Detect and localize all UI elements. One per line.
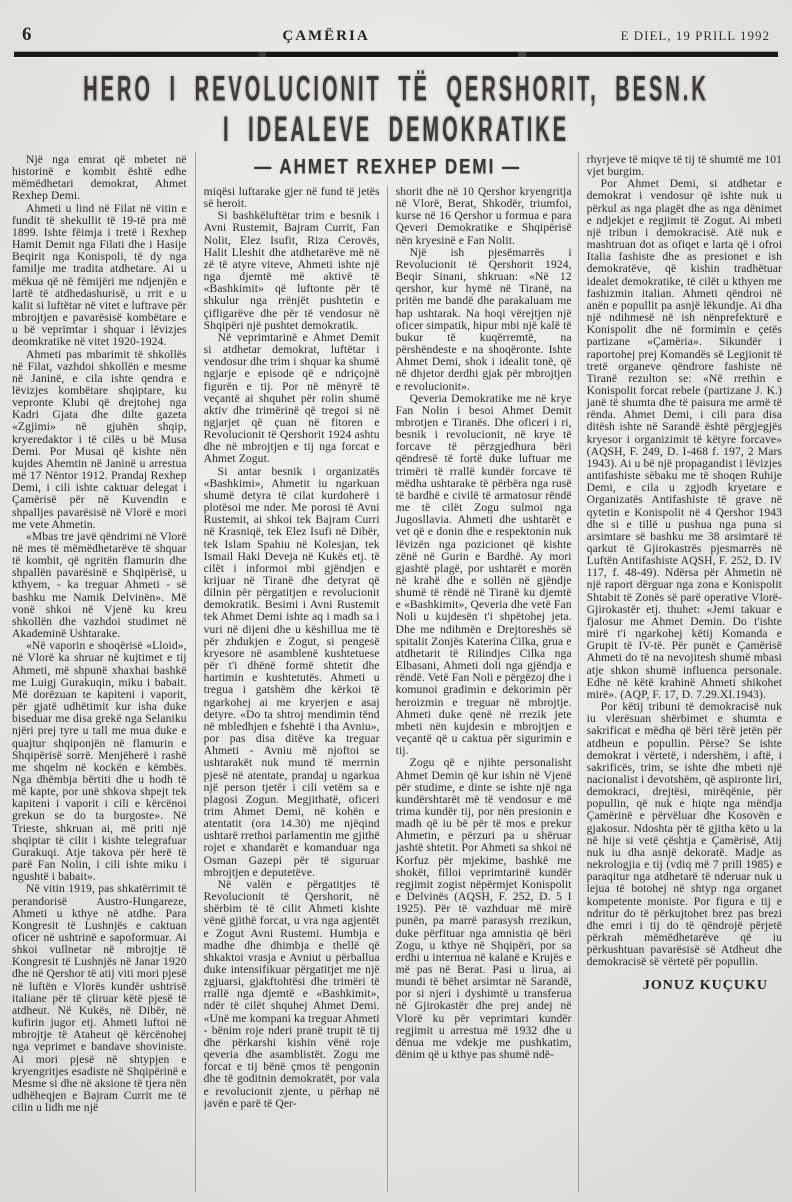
column-2-text: [204, 186, 380, 1110]
article-headline: [12, 70, 780, 151]
article-paragraph: Qeveria Demokratike me në krye Fan Nolin i besoi Ahmet Demit mbrotjen e Tiranës. Dhe oficeri i ri, besnik i revolucionit, në krye të forcave të përzgjedhura bëri qëndresë të fortë duke luftuar me trimëri të rrallë kundër forcave të mëdha ushtarake të përbëra nga rusë të bardhë e civilë të armatosur rëndë me të cilët Zogu sulmoi nga Jugosllavia. Ahmeti dhe ushtarët e vet që e donin dhe e respektonin nuk lëvizën nga pozicionet që kishte zënë në Gurin e Bardhë. Ay mori gjashtë plagë, por ushtarët e morën në krahë dhe e sollën në gjëndje shumë të rëndë në Tiranë ku djemtë e «Bashkimit», Qeveria dhe vetë Fan Noli u kujdesën t'i shpëtohej jeta. Dhe me ndihmën e Drejtoreshës së spitalit Zonjës Katerina Cilka, grua e atdhetarit të Rilindjes Cilka nga Elbasani, Ahmeti doli nga gjëndja e rëndë. Vetë Fan Noli e përgëzoj dhe i komunoi gradimin e dekorimin për heroizmin e treguar në mbrojtje. Ahmeti duke qenë në rrezik jete mbeti nën kujdesin e mbrojtjen e veçantë që u caktua për sigurimin e tij.: [395, 391, 572, 758]
article-paragraph: «Në vaporin e shoqërisë «Lloid», në Vlorë ka shruar në kujtimet e tij Ahmeti, më shpunë xhaxhai bashkë me Luigj Gurakuqin, miku i babait. Më dorëzuan te kapiteni i vaporit, për gjatë udhëtimit kur isha duke biseduar me disa grekë nga Selaniku njëri prej tyre u tall me mua duke e quajtur shqiponjën në flamurin e Shqipërisë sorrë. Menjëherë i rashë me shqelm në kockën e këmbës. Nga dhëmbja bërtiti dhe u hodh të më kapte, por unë shkova shpejt tek kapiteni i vaporit i cili e kërcënoi grekun se do ta burgoste». Në Trieste, shkruan ai, më priti një shqiptar të cilit i kishte telegrafuar Gurakuqi. Atje takova për herë të parë Fan Nolin, i cili ishte miku i ngushtë i babait».: [12, 639, 187, 884]
article-paragraph: «Mbas tre javë qëndrimi në Vlorë në mes të mëmëdhetarëve të shquar të kombit, që ngritën flamurin dhe shpallën pavarësinë e Shqipërisë, u kthyem, - ka treguar Ahmeti - së bashku me Namik Delvinën». Më vonë shkoi në Vjenë ku kreu shkollën dhe vazhdoi studimet në Akademinë Ushtarake.: [12, 529, 187, 641]
headline-line-2: I IDEALEVE DEMOKRATIKE: [222, 111, 570, 150]
article-paragraph: Në veprimtarinë e Ahmet Demit si atdhetar demokrat, luftëtar i vendosur dhe trim i shquar ka shumë ngjarje e episode që e ndriçojnë figurën e tij. Por në mënyrë të veçantë ai shquhet për rolin shumë aktiv dhe trimërinë që tregoi si në ngjarjet që çuan në fitoren e Revolucionit të Qershorit 1924 ashtu dhe në mbrojtjen e tij nga forcat e Ahmet Zogut.: [203, 330, 380, 466]
article-paragraph: Por këtij tribuni të demokracisë nuk iu vlerësuan shërbimet e shumta e sakrificat e mëdha që bëri tërë jetën për atdheun e popullin. Përse? Se ishte demokrat i vërtetë, i ndershëm, i aftë, i sakrificës, trim, se ishte dhe mbeti një nacionalist i devotshëm, që aspironte liri, demokraci, drejtësi, mirëqënie, për popullin, që nuk e hiqte nga mëndja Çamërinë e përvëluar dhe Kosovën e gjakosur. Ndoshta për të gjitha këto u la në hije si vetë çështja e Çamërisë, Atij nuk iu dha asnjë dekoratë. Madje as nekrologjia e tij (vdiq më 7 prill 1985) e paraqitur nga atdhetarë të nderuar nuk u lejua të botohej në shtyp nga organet kompetente moniste. Por figura e tij e ndritur do të përkujtohet brez pas brezi dhe emri i tij do të qëndrojë përjetë përkrah mëmëdhetarëve që iu përkushtuan pavarësisë së Atdheut dhe demokracisë së vërtetë për popullin.: [586, 700, 783, 969]
article-column-2: [204, 186, 388, 1192]
column-3-text: [396, 186, 572, 1061]
byline-signature: JONUZ KUÇUKU: [642, 978, 769, 994]
issue-date: E DIEL, 19 PRILL 1992: [620, 28, 770, 43]
article-paragraph: Si bashkëluftëtar trim e besnik i Avni Rustemit, Bajram Currit, Fan Nolit, Elez Isufit, Riza Cerovës, Halit Lleshit dhe atdhetarëve më në zë të atyre viteve, Ahmeti ishte një nga djemtë më aktivë të «Bashkimit» që luftonte për të shkulur nga rrënjët pushtetin e çifligarëve dhe për të vendosur në Shqipëri një pushtet demokratik.: [203, 209, 380, 332]
article-middle-section: [196, 152, 579, 1192]
subtitle-row: [204, 152, 572, 186]
article-subtitle: — AHMET REXHEP DEMI —: [254, 154, 522, 179]
page-number: 6: [22, 24, 32, 45]
article-paragraph: Një ish pjesëmarrës i Revolucionit të Qershorit 1924, Beqir Sinani, shkruan: «Në 12 qershor, kur hymë në Tiranë, na pritën me bandë dhe parakaluam me hap ushtarak. Na hoqi vërejtjen një oficer simpatik, hipur mbi një kalë të bukur të kuqërremtë, na përshëndeste e na shoqëronte. Ishte Ahmet Demi, shok i idealit tonë, që në dhjetor derdhi gjak për mbrojtjen e revolucionit».: [395, 245, 572, 393]
article-paragraph: Zogu që e njihte personalisht Ahmet Demin që kur ishin në Vjenë për studime, e dinte se ishte një nga kundërshtarët më të vendosur e më trima kundër tij, por nën presionin e madh që iu bë për të mos e prekur Ahmetin, e përzuri pa u shëruar jashtë shtetit. Por Ahmeti sa shkoi në Korfuz për mjekime, bashkë me shokët, filloi veprimtarinë kundër regjimit zogist nëpërmjet Konispolit e Delvinës (AQSH, F. 252, D. 5 I 1925). Për të vazhduar më mirë punën, pa marrë parasysh rrezikun, duke përfituar nga amnistia që bëri Zogu, u kthye në Shqipëri, por sa erdhi u internua në kalanë e Krujës e më pas në Berat. Pasi u lirua, ai mundi të bëhet arsimtar në Sarandë, por si njeri i dyshimtë u transferua në Gjirokastër dhe prej andej në Vlorë ku për veprimtari kundër regjimit u arrestua më 1932 dhe u dënua me vdekje me pushkatim, dënim që u kthye pas shumë ndë-: [395, 756, 572, 1062]
article-column-4: [579, 152, 782, 1192]
article-paragraph: Ahmeti pas mbarimit të shkollës në Filat, vazhdoi shkollën e mesme në Janinë, e cila ishte qendra e lëvizjes kombëtare shqiptare, ku vepronte Klubi që drejtohej nga Kadri Gjata dhe dilte gazeta «Zgjimi» në gjuhën shqip, kryeredaktor i të cilës u bë Musa Demi. Por Musai që kishte nën kujdes Ahemtin në Janinë u arrestua më 17 Nëntor 1912. Prandaj Rexhep Demi, i cili ishte caktuar delegat i Çamërisë për në Kuvendin e shpalljes pavarësisë në Vlorë e mori me vete Ahmetin.: [12, 347, 187, 531]
article-paragraph: miqësi luftarake gjer në fund të jetës së heroit.: [203, 186, 380, 211]
article-paragraph: Si antar besnik i organizatës «Bashkimi», Ahmetit iu ngarkuan shumë detyra të cilat kurdoherë i plotësoi me nder. Me porosi të Avni Rustemit, ai shkoi tek Bajram Curri në Krasniqë, tek Elez Isufi në Dibër, tek Islam Spahiu në Kolesjan, tek Ismail Haki Deveja në Kukës etj. të cilët i informoi mbi gjëndjen e krijuar në Tiranë dhe detyrat që dilnin për përgatitjen e revolucionit demokratik. Besimi i Avni Rustemit tek Ahmet Demi ishte aq i madh sa i vuri në dijeni dhe u këshillua me të për zhdukjen e Zogut, si pengesë kryesore në asamblenë kushtetuese për t'i dhënë formë shtetit dhe hartimin e kushtetutës. Ahmeti u tregua i gatshëm dhe kërkoi të ngarkohej ai me kryerjen e asaj detyre. «Do ta shtroj mendimin tënd në mbledhjen e fshehtë i tha Avniu», por pas disa ditëve ka treguar Ahmeti - Avniu më njoftoi se ushtarakët nuk mund të merrnin pjesë në atentate, prandaj u ngarkua një person tjetër i cili vetëm sa e plagosi Zogun. Megjithatë, oficeri trim Ahmet Demi, në kohën e atentatit (ora 14.30) me njëqind ushtarë rrethoi parlamentin me gjithë rojet e xhandarët e komanduar nga Osman Gazepi për të siguruar mbrojtjen e deputetëve.: [203, 464, 380, 879]
article-paragraph: Por Ahmet Demi, si atdhetar e demokrat i vendosur që ishte nuk u përkul as nga plagët dhe as nga dënimet e ndjekjet e regjimit të Zogut. Ai mbeti një tribun i demokracisë. Atë nuk e mashtruan dot as ofiqet e larta që i ofroi Italia fashiste dhe as presionet e ish demokratëve, që kishin tradhëtuar idealet demokratike, të cilët u kthyen me fashizmin italian. Ahmeti qëndroi në anën e popullit pa asnjë lëkundje. Ai dha një ndihmesë në ish nënprefekturë e Konispolit dhe në formimin e çetës partizane «Çamëria». Sikundër i raportohej prej Komandës së Legjionit të tretë organeve qëndrore fashiste në Tiranë rezulton se: «Në rrethin e Konispolit forcat rebele (partizane J. K.) janë të shumta dhe të paisura me armë të rënda. Ahmet Demi, i cili para disa ditësh ishte në Sarandë është përgjegjës kryesor i organizimit të këtyre forcave» (AQSH, F. 249, D. I-468 f. 197, 2 Mars 1943). Ai u bë një propagandist i lëvizjes antifashiste sëbaku me të shoqen Ruhije Demi, e cila u zgjodh kryetare e Organizatës Antifashiste të grave në qytetin e Konispolit në 4 Qershor 1943 dhe si e tillë u pushua nga puna si arsimtare së bashku me 38 arsimtarë të qarkut të Gjirokastrës pjesmarrës në Luftën Antifashiste AQSH, F. 252, D. IV 117, f. 48-49). Ndërsa për Ahmetin në një raport dërguar nga zona e Konispolit Shtabit të Zonës së parë operative Vlorë-Gjirokastër etj. thuhet: «Jemi takuar e fjalosur me Ahmet Demin. Do t'ishte mirë t'i ngarkohej këtij Komanda e Grupit të IV-të. Për punët e Çamërisë Ahmeti do të na nevojitesh shumë mbasi atje shkon shumë influenca personale. Edhe në këtë krahinë Ahmeti shikohet mirë». (AQP, F. 17, D. 7.29.XI.1943).: [586, 177, 783, 701]
article-body: [10, 152, 782, 1192]
page-header: [12, 24, 780, 46]
article-column-1: [10, 152, 196, 1192]
article-paragraph: Në valën e përgatitjes të Revolucionit të Qershorit, në shërbim të të cilit Ahmeti kishte vënë gjithë forcat, u vra nga agjentët e Zogut Avni Rustemi. Humbja e madhe dhe dhimbja e thellë që shkaktoi vrasja e Avniut u përballua duke intensifikuar përgatitjet me një zgjuarsi, gjakftohtësi dhe trimëri të rrallë nga djemtë e «Bashkimit», ndër të cilët shquhej Ahmet Demi. «Unë me kompani ka treguar Ahmeti - bënim roje nderi pranë trupit të tij dhe përkarshi kishin vënë roje qeveria dhe asamblistët. Zogu me forcat e tij bënë çmos të pengonin dhe të goditnin demokratët, por vala e revolucionit zjente, u përhap në javën e parë të Qer-: [203, 877, 380, 1110]
column-4-text: [587, 154, 782, 968]
article-paragraph: rhyrjeve të miqve të tij të shumtë me 101 vjet burgim.: [586, 153, 783, 179]
article-paragraph: Në vitin 1919, pas shkatërrimit të perandorisë Austro-Hungareze, Ahmeti u kthye në atdhe. Para Kongresit të Lushnjës e caktuan oficer në ushtrinë e sapoformuar. Ai shkoi vullnetar në mbrojtje të Kongresit të Lushnjës në Janar 1920 dhe në Qershor të atij viti mori pjesë në luftën e Vlorës kundër ushtrisë italiane për të çliruar këtë pjesë të atdheut. Në Kukës, në Dibër, në kufirin jugor etj. Ahmeti luftoi në mbrojtje të Ataheut që kërcënohej nga veprimet e bandave shoviniste. Ai mori pjesë në shtypjen e kryengritjes esadiste në Shqipërinë e Mesme si dhe në aksione të tjera nën udhëheqjen e Bajram Currit me të cilin u lidh me një: [12, 882, 187, 1115]
headline-line-1: HERO I REVOLUCIONIT TË QERSHORIT, BESN.K: [83, 70, 709, 110]
article-column-3: [388, 186, 572, 1192]
article-paragraph: Një nga emrat që mbetet në historinë e kombit është edhe mëmëdhetari demokrat, Ahmet Rexhep Demi.: [12, 153, 187, 203]
article-paragraph: Ahmeti u lind në Filat në vitin e fundit të shekullit të 19-të pra më 1899. Ishte fëimja i tretë i Rexhep Hamit Demit nga Filati dhe i Hasije Beqirit nga Konispoli, të dy nga familje me tradita atdhetare. Ai u mëkua që në fëmijëri me ndjenjën e lartë të atdhedashurisë, u rrit e u kalit si luftëtar në vitet e luftrave për mbrojtjen e pavarësisë kombëtare e u bë veprimtar i shquar i lëvizjes deomkratike në vitet 1920-1924.: [12, 201, 187, 349]
column-1-text: [12, 154, 187, 1114]
article-paragraph: shorit dhe në 10 Qershor kryengritja në Vlorë, Berat, Shkodër, triumfoi, kurse në 16 Qershor u formua e para Qeveri Demokratike e Shqipërisë nën kryesinë e Fan Nolit.: [395, 186, 572, 247]
masthead-title: ÇAMËRIA: [282, 28, 370, 44]
